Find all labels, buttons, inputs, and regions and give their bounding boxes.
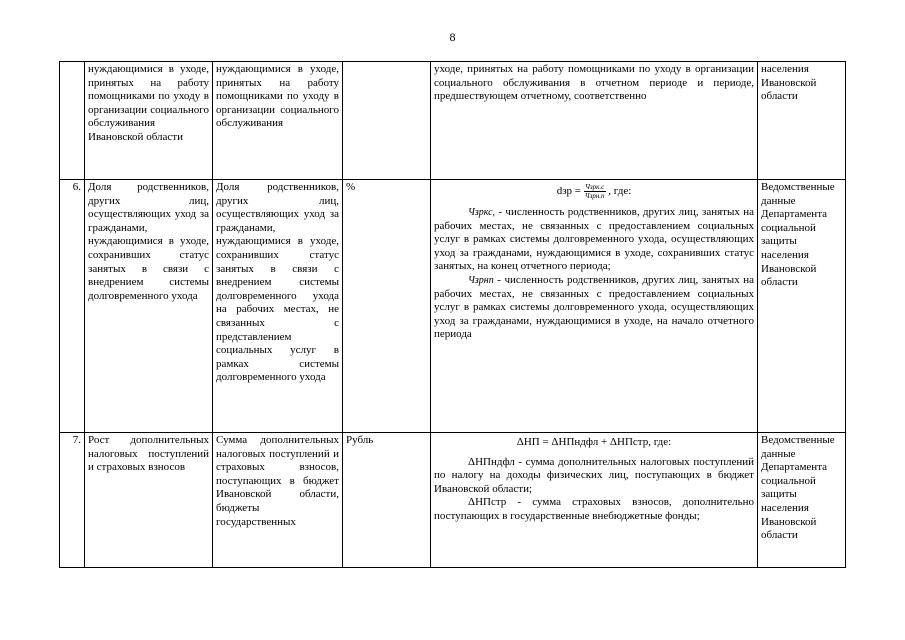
unit-cell: Рубль xyxy=(343,433,431,568)
row-number-cell: 7. xyxy=(60,433,85,568)
formula-fraction xyxy=(584,183,606,200)
indicator-name-cell: нуждающимися в уходе, принятых на работу помощниками по уходу в организации социального обслуживания Ивановской области xyxy=(85,62,213,180)
source-cell: Ведомственные данные Департамента социальной защиты населения Ивановской области xyxy=(758,180,846,433)
method-cell xyxy=(431,433,758,568)
table-row xyxy=(60,180,846,433)
indicator-name-cell: Доля родственников, других лиц, осуществляющих уход за гражданами, нуждающимися в уходе, сохранивших статус занятых в связи с внедрением системы долговременного ухода xyxy=(85,180,213,433)
page-number: 8 xyxy=(449,30,456,44)
method-paragraph: ΔНПстр - сумма страховых взносов, дополнительно поступающих в государственные внебюджетные фонды; xyxy=(434,496,754,522)
paragraph-text: - численность родственников, других лиц, занятых на рабочих местах, не связанных с предоставлением социальных услуг в рамках системы долговременного ухода, осуществляющих уход за гражданами, нуждающимися в уходе, сохранивших статус занятых, на конец отчетного периода; xyxy=(434,206,754,273)
indicator-definition-cell: Доля родственников, других лиц, осуществляющих уход за гражданами, нуждающимися в уходе, сохранивших статус занятых в связи с внедрением системы долговременного ухода на рабочих местах, не связанных с представлением социальных услуг в рамках системы долговременного ухода xyxy=(213,180,343,433)
symbol-variable: Чзрнп xyxy=(468,274,494,286)
source-cell: Ведомственные данные Департамента социальной защиты населения Ивановской области xyxy=(758,433,846,568)
table-row xyxy=(60,433,846,568)
definition-text: Сумма дополнительных налоговых поступлений и страховых взносов, поступающих в бюджет Ивановской области, бюджеты государственных xyxy=(216,434,339,528)
formula xyxy=(434,183,754,200)
method-paragraph: ΔНПндфл - сумма дополнительных налоговых поступлений по налогу на доходы физических лиц, поступающих в бюджет Ивановской области; xyxy=(434,455,754,495)
row-number-cell: 6. xyxy=(60,180,85,433)
indicator-definition-cell xyxy=(213,433,343,568)
paragraph-text: - численность родственников, других лиц, занятых на рабочих местах, не связанных с предоставлением социальных услуг в рамках системы долговременного ухода, осуществляющих уход за гражданами, нуждающимися в уходе, на начало отчетного периода xyxy=(434,273,754,341)
formula-lhs: dзр = xyxy=(556,185,582,198)
indicator-name-cell: Рост дополнительных налоговых поступлений и страховых взносов xyxy=(85,433,213,568)
fraction-denominator: Чзрн.п xyxy=(584,192,605,200)
method-paragraph xyxy=(434,206,754,274)
method-cell xyxy=(431,62,758,180)
symbol-variable: Чзркс, xyxy=(468,207,496,218)
indicator-definition-cell: нуждающимися в уходе, принятых на работу помощниками по уходу в организации социального обслуживания xyxy=(213,62,343,180)
method-cell xyxy=(431,180,758,433)
fraction-numerator: Чзрк.с xyxy=(585,183,605,191)
source-cell: населения Ивановской области xyxy=(758,62,846,180)
indicators-table xyxy=(59,61,846,568)
method-paragraph: уходе, принятых на работу помощниками по уходу в организации социального обслуживания в отчетном периоде и периоде, предшествующем отчетному, соответственно xyxy=(434,63,754,103)
formula: ΔНП = ΔНПндфл + ΔНПстр, где: xyxy=(516,436,672,448)
formula-tail: , где: xyxy=(608,185,632,198)
method-paragraph xyxy=(434,274,754,342)
table-row xyxy=(60,62,846,180)
unit-cell: % xyxy=(343,180,431,433)
unit-cell xyxy=(343,62,431,180)
row-number-cell xyxy=(60,62,85,180)
